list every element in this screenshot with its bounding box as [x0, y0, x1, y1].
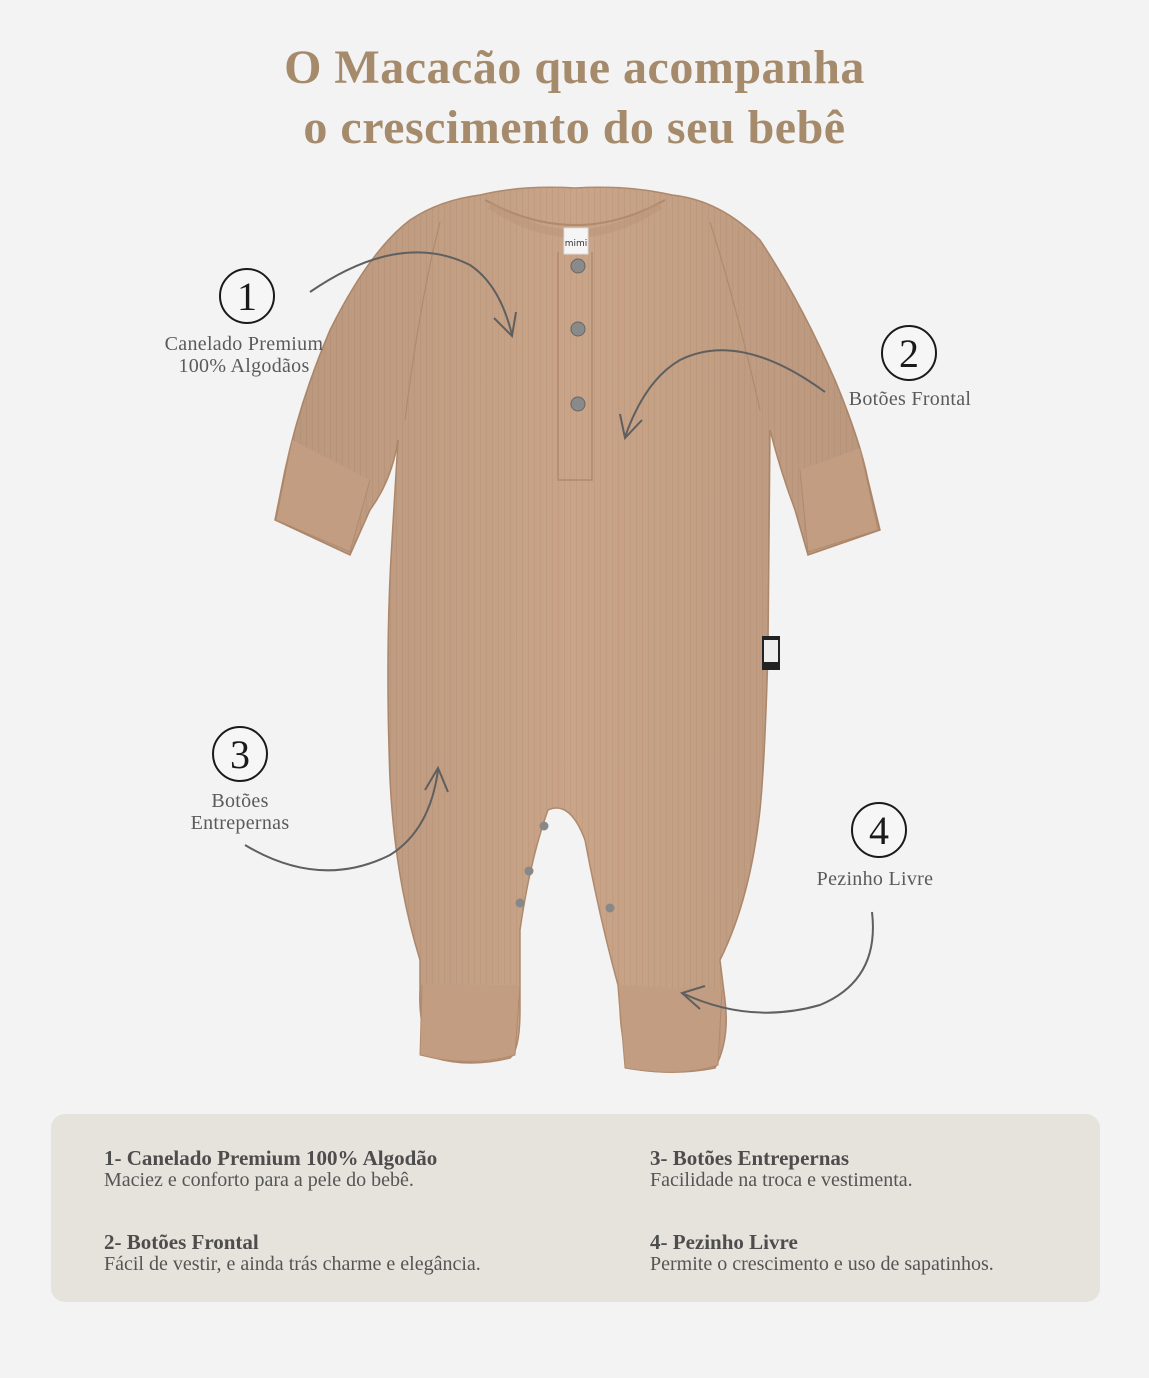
feature-3-description: Facilidade na troca e vestimenta.: [650, 1169, 913, 1191]
features-panel: [51, 1114, 1100, 1302]
feature-3: [650, 1147, 913, 1191]
feature-1-heading: 1- Canelado Premium 100% Algodão: [104, 1146, 438, 1170]
feature-1: [104, 1147, 437, 1191]
callout-1-line-2: 100% Algodãos: [178, 355, 310, 377]
feature-3-heading: 3- Botões Entrepernas: [650, 1146, 850, 1170]
callout-1-label: [130, 333, 358, 377]
svg-text:mimi: mimi: [564, 239, 588, 249]
callout-2-label: [820, 388, 1000, 410]
callout-number-4: [851, 802, 907, 858]
callout-4-number: 4: [869, 807, 889, 853]
callout-number-3: [212, 726, 268, 782]
feature-2-description: Fácil de vestir, e ainda trás charme e elegância.: [104, 1253, 481, 1275]
feature-2-heading: 2- Botões Frontal: [104, 1230, 259, 1254]
feature-2: [104, 1231, 481, 1275]
callout-1-line-1: Canelado Premium: [164, 333, 324, 355]
callout-number-1: [219, 268, 275, 324]
callout-3-line-1: Botões: [211, 790, 269, 812]
callout-4-label: [790, 868, 960, 890]
callout-3-line-2: Entrepernas: [190, 812, 290, 834]
feature-4: [650, 1231, 994, 1275]
callout-1-number: 1: [237, 273, 257, 319]
title-line-1: O Macacão que acompanha: [284, 41, 865, 94]
callout-3-number: 3: [230, 731, 250, 777]
feature-4-heading: 4- Pezinho Livre: [650, 1230, 798, 1254]
feature-4-description: Permite o crescimento e uso de sapatinhos.: [650, 1253, 994, 1275]
callout-number-2: [881, 325, 937, 381]
callout-3-label: [150, 790, 330, 834]
callout-2-line-1: Botões Frontal: [848, 388, 972, 410]
feature-1-description: Maciez e conforto para a pele do bebê.: [104, 1169, 414, 1191]
callout-4-line-1: Pezinho Livre: [816, 868, 934, 890]
title-line-2: o crescimento do seu bebê: [303, 101, 846, 154]
callout-2-number: 2: [899, 330, 919, 376]
